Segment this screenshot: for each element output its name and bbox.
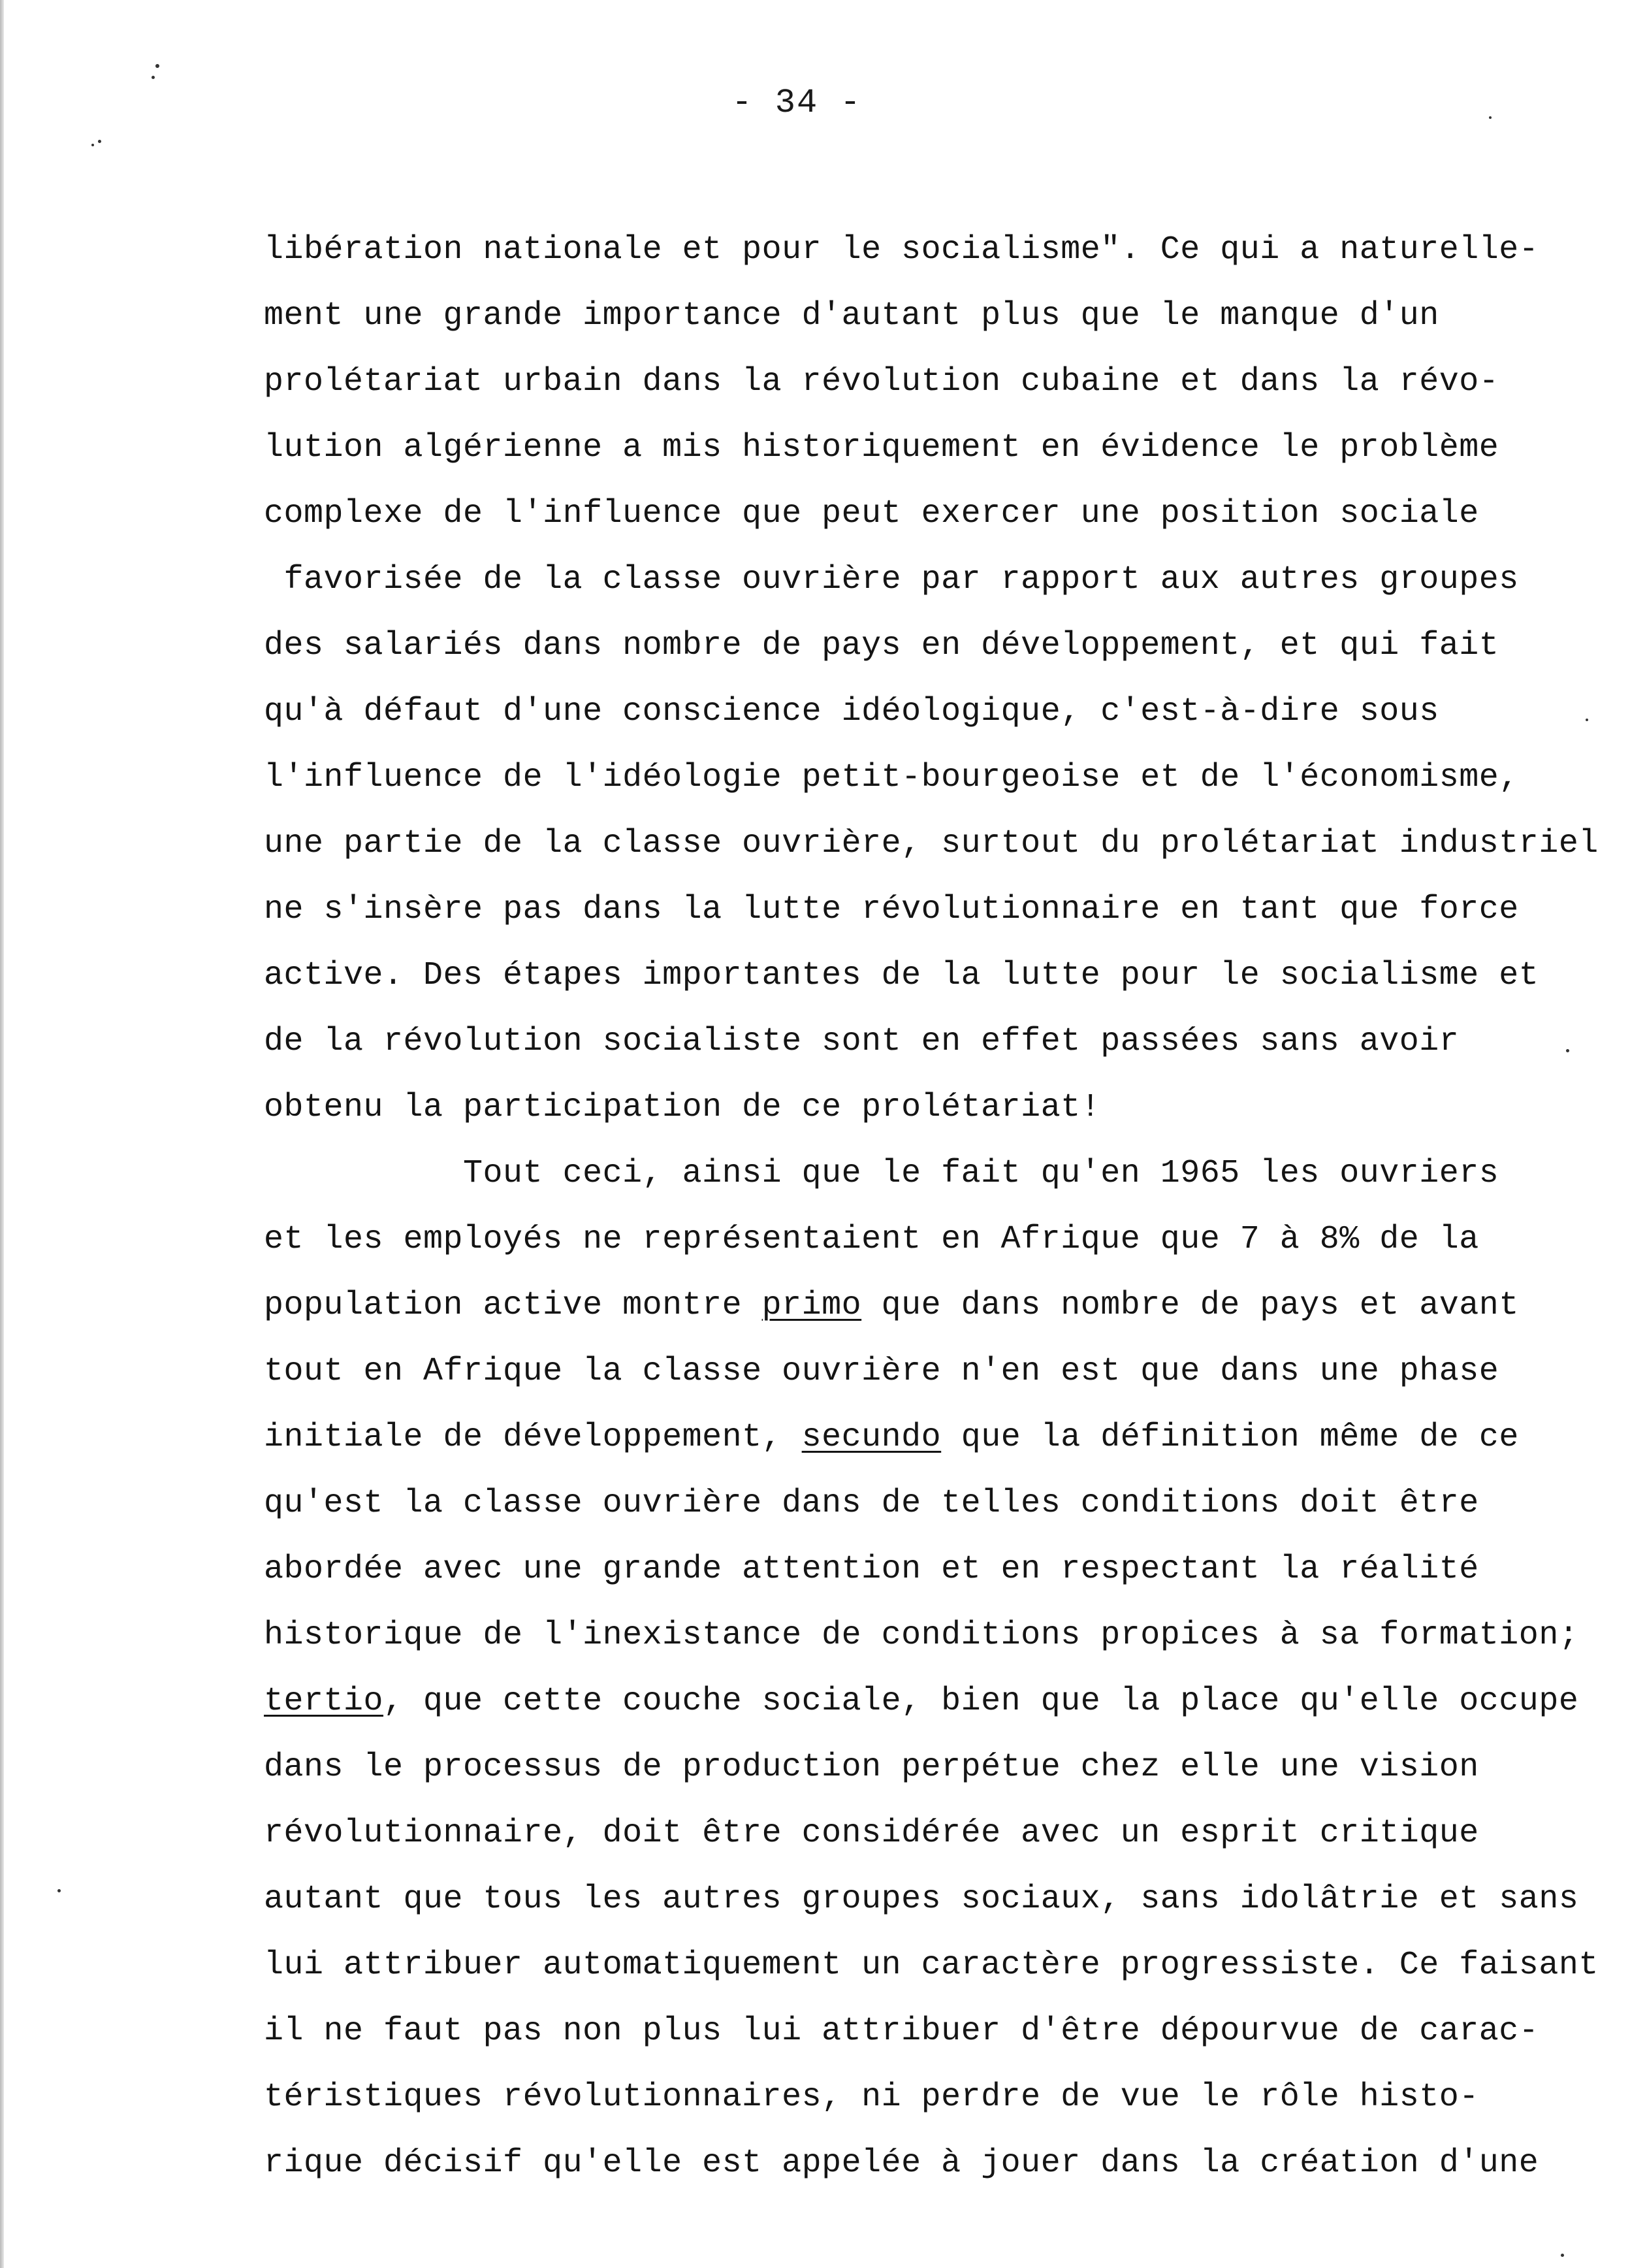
text-line	[264, 1272, 1570, 1338]
text-line: historique de l'inexistance de conditions propices à sa formation;	[264, 1617, 1579, 1654]
text-line: l'influence de l'idéologie petit-bourgeoise et de l'économisme,	[264, 759, 1519, 796]
text-segment: population active montre	[264, 1287, 762, 1324]
text-line: qu'à défaut d'une conscience idéologique, c'est-à-dire sous	[264, 693, 1439, 730]
text-line: autant que tous les autres groupes sociaux, sans idolâtrie et sans	[264, 1881, 1579, 1918]
text-line: des salariés dans nombre de pays en développement, et qui fait	[264, 627, 1499, 664]
text-line	[264, 1668, 1579, 1734]
text-line: une partie de la classe ouvrière, surtout du prolétariat industriel	[264, 825, 1599, 862]
underlined-word: tertio	[264, 1683, 384, 1720]
text-segment: que la définition même de ce	[941, 1419, 1519, 1456]
text-line: libération nationale et pour le socialisme". Ce qui a naturelle-	[264, 231, 1539, 268]
text-line: abordée avec une grande attention et en respectant la réalité	[264, 1551, 1479, 1588]
scan-speck	[155, 64, 159, 68]
underlined-word: primo	[761, 1287, 862, 1324]
text-line: favorisée de la classe ouvrière par rapport aux autres groupes	[264, 561, 1519, 598]
scan-speck	[1561, 2254, 1564, 2257]
text-line: révolutionnaire, doit être considérée avec un esprit critique	[264, 1815, 1479, 1852]
text-line: ne s'insère pas dans la lutte révolutionnaire en tant que force	[264, 891, 1519, 928]
text-line: active. Des étapes importantes de la lutte pour le socialisme et	[264, 957, 1539, 994]
text-line: prolétariat urbain dans la révolution cubaine et dans la révo-	[264, 363, 1499, 400]
text-line: qu'est la classe ouvrière dans de telles conditions doit être	[264, 1485, 1479, 1522]
scan-speck	[91, 144, 94, 146]
text-line: rique décisif qu'elle est appelée à jouer dans la création d'une	[264, 2145, 1539, 2182]
scan-speck	[98, 140, 101, 143]
text-line: ment une grande importance d'autant plus que le manque d'un	[264, 297, 1439, 334]
text-line: de la révolution socialiste sont en effet passées sans avoir	[264, 1023, 1460, 1060]
text-line: obtenu la participation de ce prolétariat!	[264, 1089, 1101, 1126]
scan-speck	[1489, 116, 1492, 119]
text-segment: que dans nombre de pays et avant	[861, 1287, 1519, 1324]
text-line: Tout ceci, ainsi que le fait qu'en 1965 les ouvriers	[264, 1155, 1499, 1192]
scan-speck	[152, 76, 155, 79]
text-line	[264, 1404, 1570, 1470]
text-segment: , que cette couche sociale, bien que la place qu'elle occupe	[383, 1683, 1579, 1720]
underlined-word: secundo	[801, 1419, 942, 1456]
scan-speck	[57, 1889, 61, 1892]
scan-edge	[0, 0, 4, 2268]
text-line: il ne faut pas non plus lui attribuer d'être dépourvue de carac-	[264, 2013, 1539, 2050]
text-line: lui attribuer automatiquement un caractère progressiste. Ce faisant	[264, 1947, 1599, 1984]
scan-speck	[1586, 719, 1588, 721]
text-line: téristiques révolutionnaires, ni perdre de vue le rôle histo-	[264, 2079, 1479, 2116]
text-line: dans le processus de production perpétue chez elle une vision	[264, 1749, 1479, 1786]
text-line: lution algérienne a mis historiquement en évidence le problème	[264, 429, 1499, 466]
text-segment: initiale de développement,	[264, 1419, 802, 1456]
text-line: et les employés ne représentaient en Afrique que 7 à 8% de la	[264, 1221, 1479, 1258]
text-line: tout en Afrique la classe ouvrière n'en est que dans une phase	[264, 1353, 1499, 1390]
page-number: - 34 -	[731, 84, 862, 122]
body-text	[264, 217, 1599, 2196]
text-line: complexe de l'influence que peut exercer une position sociale	[264, 495, 1479, 532]
